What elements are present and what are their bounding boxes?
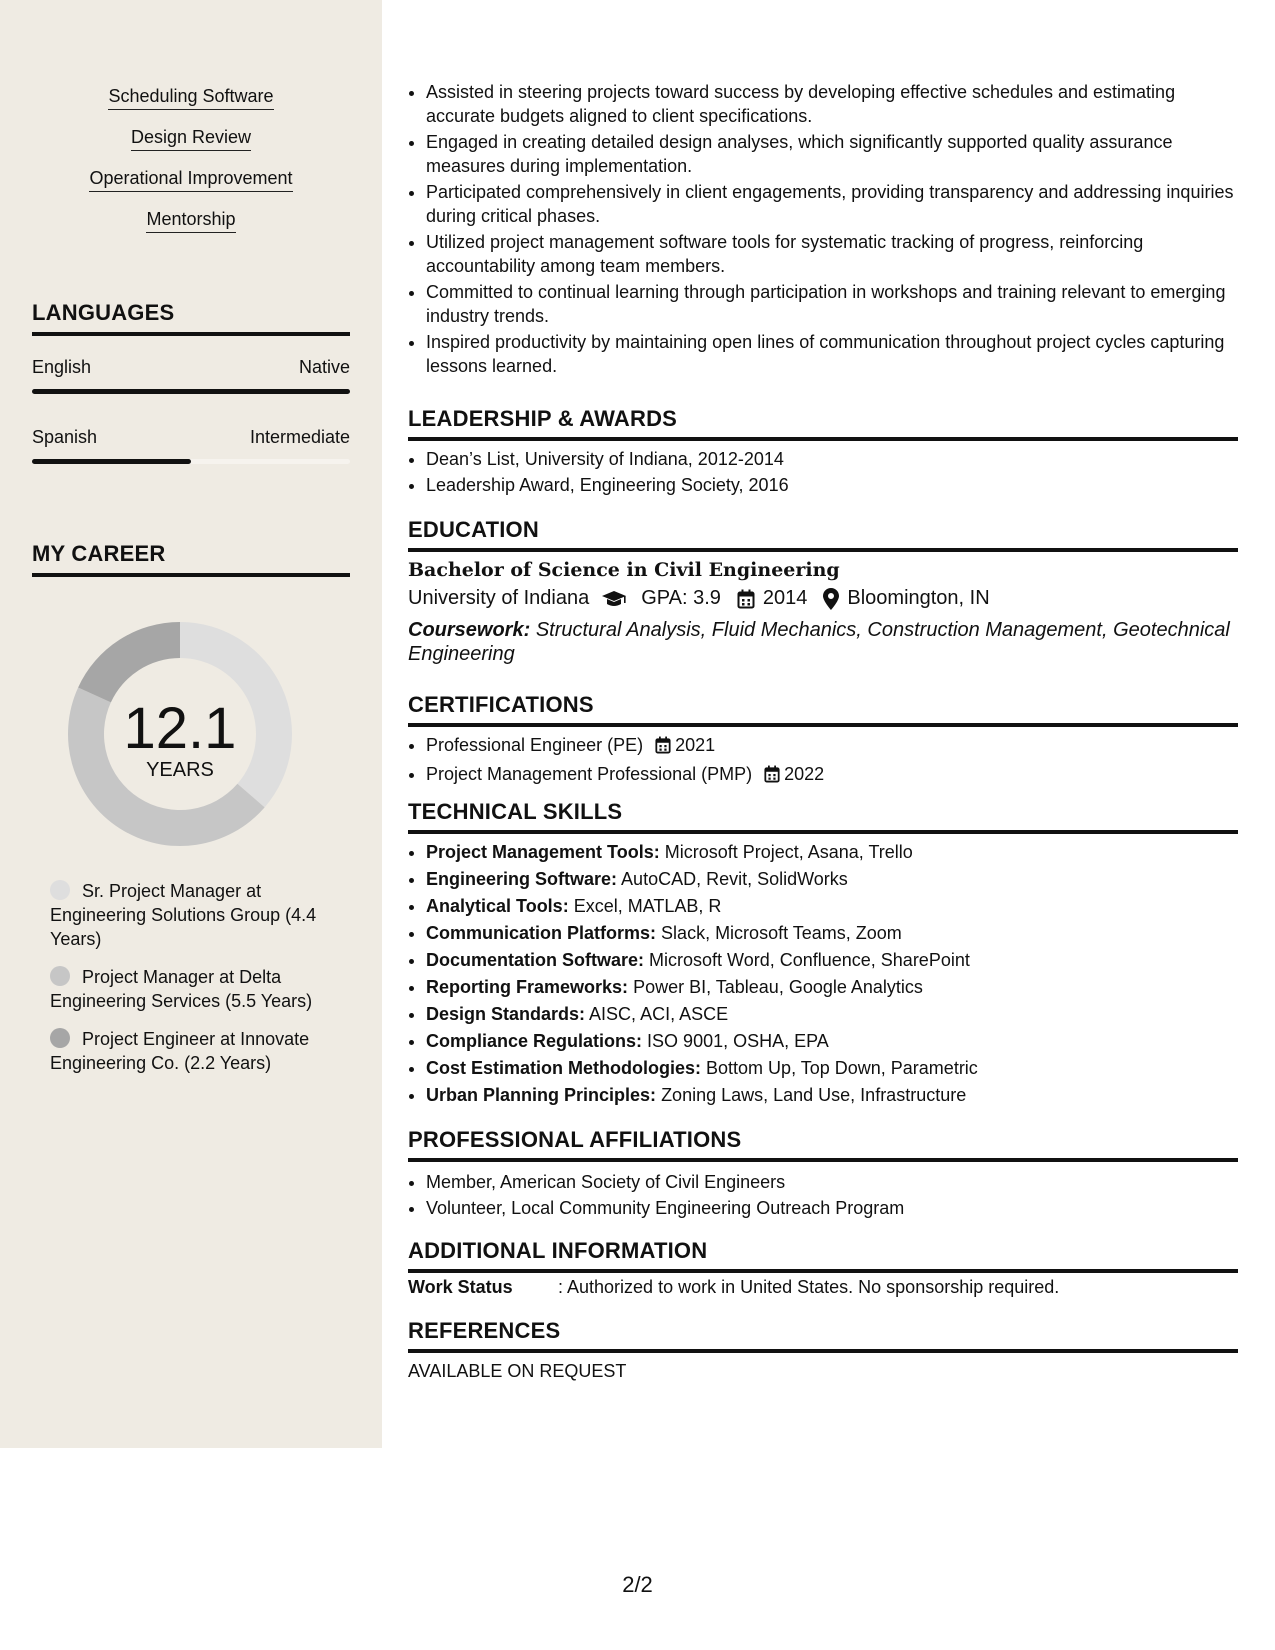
certification-name: Professional Engineer (PE) [426,735,644,755]
list-item: • Leadership Award, Engineering Society, 2016 [426,473,1238,497]
career-legend [50,879,340,1089]
skill-value: Zoning Laws, Land Use, Infrastructure [661,1085,967,1105]
language-level: Intermediate [249,427,350,447]
skill-link[interactable]: Scheduling Software [108,86,273,110]
language-name: English [32,357,92,377]
leadership-heading: LEADERSHIP & AWARDS [408,406,1238,441]
education-location: Bloomington, IN [847,587,990,609]
coursework [408,618,1238,666]
career-heading: MY CAREER [32,541,350,577]
legend-item [50,965,340,1013]
location-pin-icon [823,588,839,610]
certification-name: Project Management Professional (PMP) [426,764,753,784]
skill-label: Reporting Frameworks: [426,977,629,997]
language-bar [32,459,350,464]
sidebar [0,0,382,1448]
skill-value: Bottom Up, Top Down, Parametric [706,1058,978,1078]
donut-segment-3 [78,622,180,702]
skill-label: Project Management Tools: [426,842,660,862]
page-number: 2/2 [622,1572,653,1597]
list-item [426,894,1238,919]
legend-text: Project Engineer at Innovate Engineering Co. (2.2 Years) [50,1029,310,1073]
references-text: AVAILABLE ON REQUEST [408,1361,627,1381]
coursework-label: Coursework: [408,619,531,641]
skill-label: Analytical Tools: [426,896,569,916]
work-status-row [408,1277,1238,1298]
skill-link[interactable]: Operational Improvement [89,168,292,192]
education-heading: EDUCATION [408,517,1238,552]
coursework-text: Structural Analysis, Fluid Mechanics, Construction Management, Geotechnical Engineering [408,619,1230,665]
calendar-icon [655,736,671,760]
legend-dot [50,1028,70,1048]
skill-label: Engineering Software: [426,869,618,889]
language-name: Spanish [32,427,98,447]
list-item [426,1083,1238,1108]
list-item [426,921,1238,946]
calendar-icon [764,765,780,789]
calendar-icon [737,589,755,609]
certifications-heading: CERTIFICATIONS [408,692,1238,727]
degree-title: Bachelor of Science in Civil Engineering [408,559,840,581]
school-name: University of Indiana [408,587,590,609]
additional-info-heading: ADDITIONAL INFORMATION [408,1238,1238,1273]
language-level: Native [298,357,350,377]
technical-skills-heading: TECHNICAL SKILLS [408,799,1238,834]
legend-dot [50,880,70,900]
leadership-list [408,447,1238,499]
skill-value: AISC, ACI, ASCE [589,1004,729,1024]
language-bar-fill [32,389,350,394]
list-item [426,948,1238,973]
skill-value: Microsoft Project, Asana, Trello [664,842,913,862]
list-item: • Inspired productivity by maintaining open lines of communication throughout project cycles capturing lessons learned. [426,330,1238,378]
list-item: • Member, American Society of Civil Engineers [426,1170,1238,1194]
legend-item [50,1027,340,1075]
skill-value: AutoCAD, Revit, SolidWorks [621,869,848,889]
list-item: • Committed to continual learning through participation in workshops and training relevant to emerging industry trends. [426,280,1238,328]
skill-label: Compliance Regulations: [426,1031,643,1051]
skill-value: Excel, MATLAB, R [573,896,722,916]
work-status-label: Work Status [408,1277,513,1297]
skill-value: Microsoft Word, Confluence, SharePoint [649,950,970,970]
certification-year: 2021 [675,735,716,755]
skill-label: Urban Planning Principles: [426,1085,657,1105]
education-details [408,587,1238,610]
list-item [426,867,1238,892]
list-item [426,975,1238,1000]
work-status-value: : Authorized to work in United States. No sponsorship required. [558,1277,1060,1297]
skill-link[interactable]: Mentorship [146,209,235,233]
list-item [426,733,1238,760]
language-bar-fill [32,459,191,464]
skill-value: Power BI, Tableau, Google Analytics [633,977,923,997]
list-item [426,1056,1238,1081]
affiliations-heading: PROFESSIONAL AFFILIATIONS [408,1127,1238,1162]
skill-label: Communication Platforms: [426,923,657,943]
list-item [426,840,1238,865]
skill-label: Design Standards: [426,1004,586,1024]
gpa: GPA: 3.9 [641,587,721,609]
experience-bullets [408,80,1238,380]
legend-text: Sr. Project Manager at Engineering Solutions Group (4.4 Years) [50,881,317,949]
legend-item [50,879,340,951]
career-total-unit: YEARS [146,759,214,781]
list-item [426,1002,1238,1027]
certification-year: 2022 [784,764,825,784]
list-item: • Utilized project management software tools for systematic tracking of progress, reinforcing accountability among team members. [426,230,1238,278]
career-donut-chart [60,614,300,854]
legend-text: Project Manager at Delta Engineering Services (5.5 Years) [50,967,313,1011]
list-item [426,762,1238,789]
skill-label: Documentation Software: [426,950,645,970]
certifications-list [408,733,1238,791]
skills-list [32,86,350,250]
legend-dot [50,966,70,986]
skill-label: Cost Estimation Methodologies: [426,1058,702,1078]
graduation-year: 2014 [762,587,808,609]
skill-value: Slack, Microsoft Teams, Zoom [661,923,902,943]
affiliations-list [408,1170,1238,1222]
list-item: • Volunteer, Local Community Engineering Outreach Program [426,1196,1238,1220]
skill-link[interactable]: Design Review [131,127,251,151]
career-total-value: 12.1 [123,696,237,761]
list-item: • Engaged in creating detailed design analyses, which significantly supported quality assurance measures during implementation. [426,130,1238,178]
list-item [426,1029,1238,1054]
skill-value: ISO 9001, OSHA, EPA [647,1031,829,1051]
education-block [408,559,1238,666]
technical-skills-list [408,840,1238,1110]
languages-heading: LANGUAGES [32,300,350,336]
list-item: • Participated comprehensively in client engagements, providing transparency and addressing inquiries during critical phases. [426,180,1238,228]
language-bar [32,389,350,394]
list-item: • Assisted in steering projects toward success by developing effective schedules and estimating accurate budgets aligned to client specifications. [426,80,1238,128]
list-item: • Dean’s List, University of Indiana, 2012-2014 [426,447,1238,471]
references-heading: REFERENCES [408,1318,1238,1353]
graduation-cap-icon [601,590,627,608]
